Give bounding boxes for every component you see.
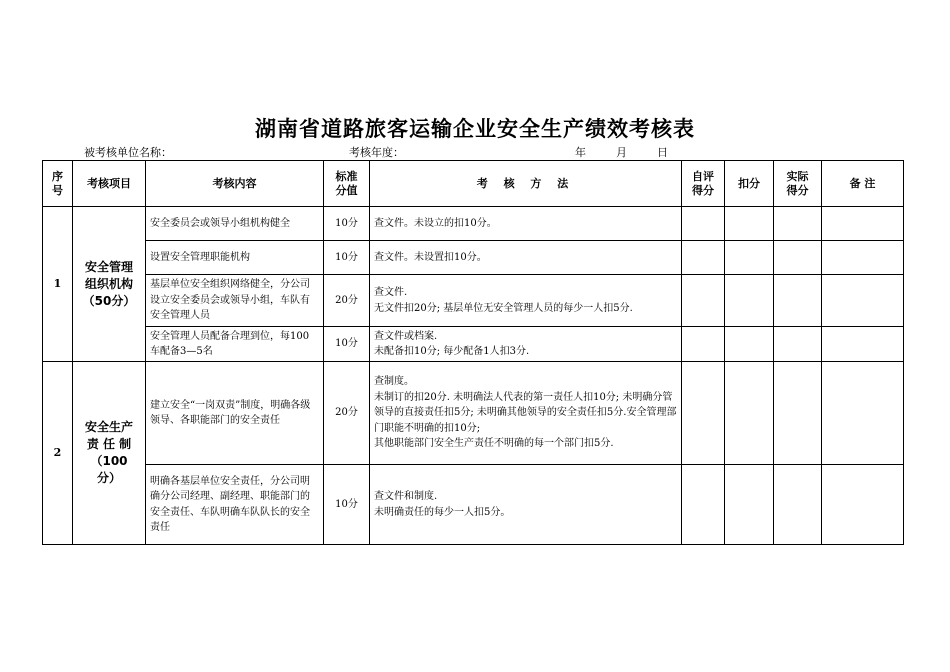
- method-cell: 查文件或档案. 未配备扣10分; 每少配备1人扣3分.: [370, 327, 682, 362]
- month-char: 月: [616, 146, 627, 159]
- remark-cell[interactable]: [822, 275, 904, 327]
- project-cell: 安全生产 责 任 制 （100 分）: [73, 362, 146, 545]
- content-cell: 明确各基层单位安全责任，分公司明确分公司经理、副经理、职能部门的安全责任、车队明确车队队长的安全责任: [146, 465, 324, 545]
- table-row: [43, 241, 904, 275]
- header-deduct: 扣分: [725, 161, 774, 207]
- self-score-cell[interactable]: [682, 275, 725, 327]
- seq-cell: 2: [43, 362, 73, 545]
- content-cell: 基层单位安全组织网络健全，分公司设立安全委员会或领导小组，车队有安全管理人员: [146, 275, 324, 327]
- page-title: 湖南省道路旅客运输企业安全生产绩效考核表: [255, 116, 695, 141]
- deduct-cell[interactable]: [725, 207, 774, 241]
- deduct-cell[interactable]: [725, 327, 774, 362]
- method-cell: 查制度。 未制订的扣20分. 未明确法人代表的第一责任人扣10分; 未明确分管领导的直接责任扣5分; 未明确其他领导的安全责任扣5分.安全管理部门职能不明确的扣10分; 其他职能部门安全生产责任不明确的每一个部门扣5分.: [370, 362, 682, 465]
- score-cell: 10分: [324, 327, 370, 362]
- year-char: 年: [575, 146, 586, 159]
- method-cell: 查文件. 无文件扣20分; 基层单位无安全管理人员的每少一人扣5分.: [370, 275, 682, 327]
- score-cell: 20分: [324, 275, 370, 327]
- deduct-cell[interactable]: [725, 465, 774, 545]
- remark-cell[interactable]: [822, 327, 904, 362]
- project-cell: 安全管理 组织机构 （50分）: [73, 207, 146, 362]
- deduct-cell[interactable]: [725, 241, 774, 275]
- table-row: [43, 327, 904, 362]
- actual-score-cell[interactable]: [774, 327, 822, 362]
- deduct-cell[interactable]: [725, 275, 774, 327]
- remark-cell[interactable]: [822, 362, 904, 465]
- header-project: 考核项目: [73, 161, 146, 207]
- deduct-cell[interactable]: [725, 362, 774, 465]
- header-remark: 备 注: [822, 161, 904, 207]
- actual-score-cell[interactable]: [774, 465, 822, 545]
- actual-score-cell[interactable]: [774, 275, 822, 327]
- unit-name-label: 被考核单位名称：: [84, 146, 172, 159]
- content-cell: 安全管理人员配备合理到位，每100车配备3—5名: [146, 327, 324, 362]
- content-cell: 建立安全“一岗双责”制度，明确各级领导、各职能部门的安全责任: [146, 362, 324, 465]
- header-actual-score: 实际 得分: [774, 161, 822, 207]
- actual-score-cell[interactable]: [774, 362, 822, 465]
- self-score-cell[interactable]: [682, 362, 725, 465]
- score-cell: 20分: [324, 362, 370, 465]
- self-score-cell[interactable]: [682, 241, 725, 275]
- header-seq: 序 号: [43, 161, 73, 207]
- method-cell: 查文件和制度. 未明确责任的每少一人扣5分。: [370, 465, 682, 545]
- content-cell: 设置安全管理职能机构: [146, 241, 324, 275]
- header-standard: 标准 分值: [324, 161, 370, 207]
- table-row: [43, 207, 904, 241]
- table-row: [43, 465, 904, 545]
- header-row: [43, 161, 904, 207]
- remark-cell[interactable]: [822, 207, 904, 241]
- score-cell: 10分: [324, 241, 370, 275]
- self-score-cell[interactable]: [682, 327, 725, 362]
- year-label: 考核年度：: [349, 146, 404, 159]
- method-cell: 查文件。未设置扣10分。: [370, 241, 682, 275]
- seq-cell: 1: [43, 207, 73, 362]
- actual-score-cell[interactable]: [774, 241, 822, 275]
- self-score-cell[interactable]: [682, 465, 725, 545]
- actual-score-cell[interactable]: [774, 207, 822, 241]
- day-char: 日: [657, 146, 668, 159]
- header-self-score: 自评 得分: [682, 161, 725, 207]
- header-content: 考核内容: [146, 161, 324, 207]
- table-row: [43, 275, 904, 327]
- remark-cell[interactable]: [822, 241, 904, 275]
- score-cell: 10分: [324, 465, 370, 545]
- assessment-table: [42, 160, 904, 545]
- header-method: 考 核 方 法: [370, 161, 682, 207]
- remark-cell[interactable]: [822, 465, 904, 545]
- table-row: [43, 362, 904, 465]
- content-cell: 安全委员会或领导小组机构健全: [146, 207, 324, 241]
- self-score-cell[interactable]: [682, 207, 725, 241]
- score-cell: 10分: [324, 207, 370, 241]
- method-cell: 查文件。未设立的扣10分。: [370, 207, 682, 241]
